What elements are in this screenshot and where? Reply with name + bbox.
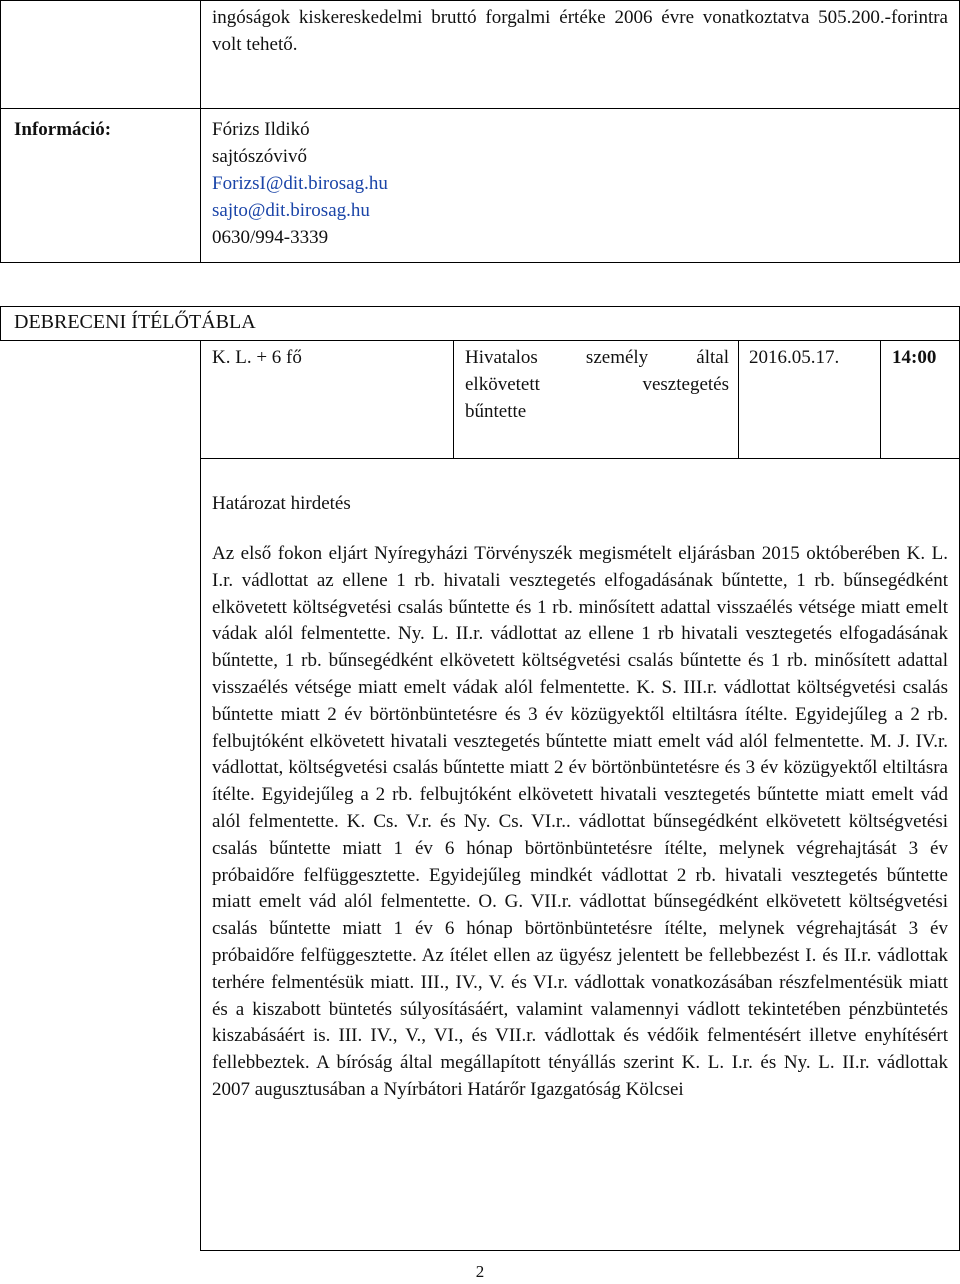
contact-name: Fórizs Ildikó (212, 119, 310, 140)
contact-email-link[interactable]: ForizsI@dit.birosag.hu (212, 173, 388, 194)
page-number: 2 (475, 1262, 485, 1281)
case-offense-line-2: elkövetett vesztegetés (465, 374, 729, 395)
hearing-time: 14:00 (892, 347, 937, 368)
case-offense-line-1: Hivatalos személy által (465, 347, 729, 368)
court-name: DEBRECENI ÍTÉLŐTÁBLA (14, 311, 256, 333)
contact-role: sajtószóvivő (212, 146, 307, 167)
case-offense-line-3: bűntette (465, 401, 527, 422)
continuation-text: ingóságok kiskereskedelmi bruttó forgalmi értéke 2006 évre vonatkoztatva 505.200.-forintra volt tehető. (212, 7, 948, 55)
press-email-link[interactable]: sajto@dit.birosag.hu (212, 200, 370, 221)
contact-phone: 0630/994-3339 (212, 227, 329, 248)
case-description: Az első fokon eljárt Nyíregyházi Törvényszék megismételt eljárásban 2015 októberében K. L. I.r. vádlottat az ellene 1 rb. hivatali vesztegetés elfogadásának bűntette, 1 rb. bűnsegédként elkövetett költségvetési csalás bűntette és 1 rb. minősített adattal visszaélés vétsége miatt emelt vádak alól felmentette. Ny. L. II.r. vádlottat az ellene 1 rb hivatali vesztegetés elfogadásának bűntette, 1 rb. bűnsegédként elkövetett költségvetési csalás bűntette és 1 rb. minősített adattal visszaélés vétsége miatt emelt vádak alól felmentette. K. S. III.r. vádlottat költségvetési csalás bűntette miatt 2 év börtönbüntetésre és 3 év közügyektől eltiltásra ítélte. Egyidejűleg a 2 rb. felbujtóként elkövetett hivatali vesztegetés bűntette miatt emelt vád alól felmentette. M. J. IV.r. vádlottat, költségvetési csalás bűntette miatt 2 év börtönbüntetésre és 3 év közügyektől eltiltásra ítélte. Egyidejűleg a 2 rb. felbujtóként elkövetett hivatali vesztegetés bűntette miatt emelt vád alól felmentette. K. Cs. V.r. és Ny. Cs. VI.r.. vádlottat bűnsegédként elkövetett költségvetési csalás bűntette miatt 1 év 6 hónap börtönbüntetésre ítélte, melynek végrehajtását 3 év próbaidőre felfüggesztette. Egyidejűleg mindkét vádlottat 2 rb. hivatali vesztegetés bűntette miatt emelt vád alól felmentette. O. G. VII.r. vádlottat bűnsegédként elkövetett költségvetési csalás bűntette miatt 1 év 6 hónap börtönbüntetésre ítélte, melynek végrehajtását 3 év próbaidőre felfüggesztette. Az ítélet ellen az ügyész jelentett be fellebbezést I. és II.r. vádlottak terhére felmentésük miatt. III., IV., V. és VI.r. vádlottak vonatkozásában részfelmentésük miatt és a kiszabott büntetés súlyosításáért, valamint valamennyi vádlott tekintetében pénzbüntetés kiszabásáért is. III. IV., V., VI., és VII.r. vádlottak és védőik felmentésért illetve enyhítésért fellebbeztek. A bíróság által megállapított tényállás szerint K. L. I.r. és Ny. L. II.r. vádlottak 2007 augusztusában a Nyírbátori Határőr Igazgatóság Kölcsei (212, 543, 948, 1100)
hearing-date: 2016.05.17. (749, 347, 840, 368)
case-parties: K. L. + 6 fő (212, 347, 302, 368)
event-type: Határozat hirdetés (212, 493, 351, 514)
info-label: Információ: (14, 119, 112, 140)
